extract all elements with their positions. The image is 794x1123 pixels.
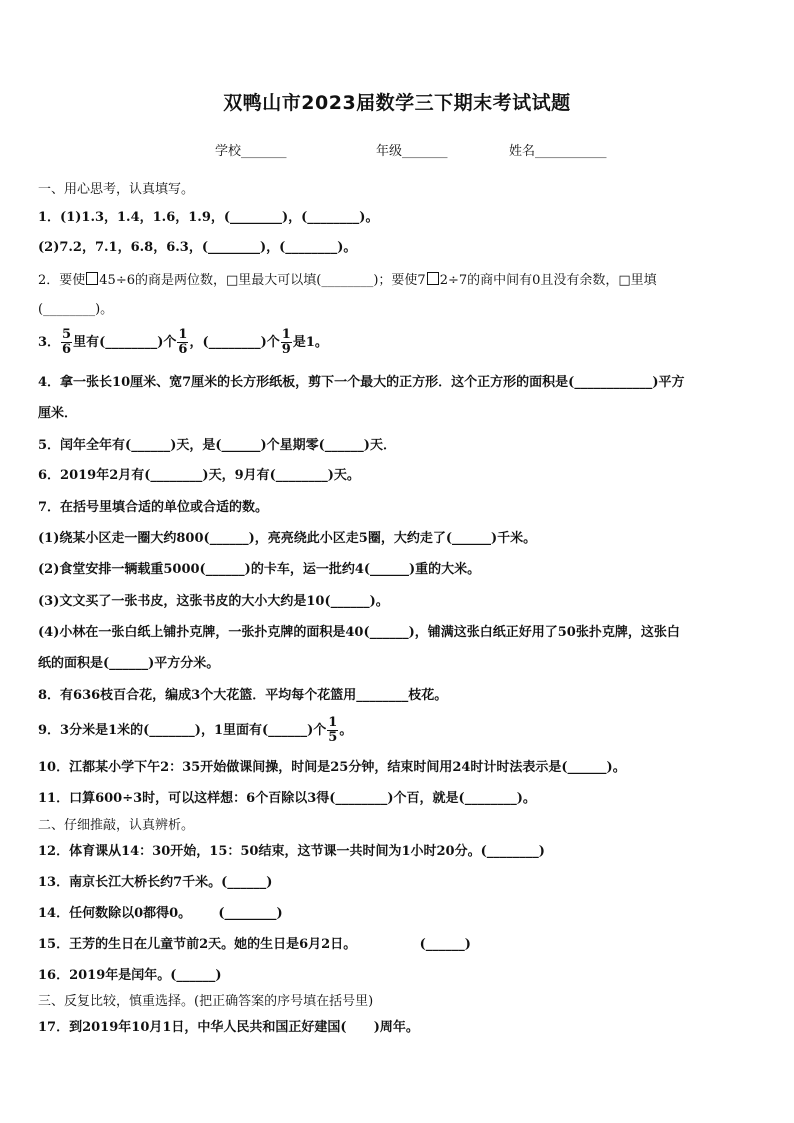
question-6: 6．2019年2月有(________)天，9月有(________)天。 (38, 468, 360, 483)
question-2a (38, 272, 657, 289)
fraction-denominator: 9 (281, 342, 291, 357)
grade-field: 年级_______ (376, 144, 448, 159)
question-1a: 1．(1)1.3，1.4，1.6，1.9，(________)，(________)。 (38, 210, 379, 225)
page-title: 双鸭山市2023届数学三下期末考试试题 (223, 92, 571, 114)
question-10: 10．江都某小学下午2：35开始做课间操，时间是25分钟，结束时间用24时计时法表示是(______)。 (38, 760, 626, 775)
section-heading-3: 三、反复比较，慎重选择。(把正确答案的序号填在括号里) (38, 994, 374, 1009)
school-field: 学校_______ (215, 144, 287, 159)
question-9-text: 9．3分米是1米的(_______)，1里面有(______)个 (38, 723, 327, 738)
fraction (327, 716, 338, 745)
question-16: 16．2019年是闰年。(______) (38, 968, 222, 983)
fraction (61, 328, 72, 357)
fraction-denominator: 6 (178, 342, 188, 357)
question-7-part-3: (3)文文买了一张书皮，这张书皮的大小大约是10(______)。 (38, 594, 389, 609)
question-1b: (2)7.2，7.1，6.8，6.3，(________)，(________)。 (38, 240, 357, 255)
fraction-denominator: 6 (62, 342, 72, 357)
question-9-end: 。 (339, 723, 353, 738)
question-7-part-2: (2)食堂安排一辆载重5000(______)的卡车，运一批约4(______)重的大米。 (38, 562, 481, 577)
question-4b: 厘米． (38, 406, 78, 421)
question-7-part-4a: (4)小林在一张白纸上铺扑克牌，一张扑克牌的面积是40(______)，铺满这张白纸正好用了50张扑克牌，这张白 (38, 625, 680, 640)
question-7: 7．在括号里填合适的单位或合适的数。 (38, 500, 269, 515)
question-14: 14．任何数除以0都得0。 (________) (38, 906, 283, 921)
section-heading-2: 二、仔细推敲，认真辨析。 (38, 818, 195, 833)
fraction (281, 328, 292, 357)
question-2-middle: 45÷6的商是两位数，□里最大可以填(________)；要使7 (99, 273, 426, 288)
question-3-text-1: 里有(________)个 (73, 335, 177, 350)
question-9 (38, 714, 352, 748)
question-4a: 4．拿一张长10厘米、宽7厘米的长方形纸板，剪下一个最大的正方形．这个正方形的面积是(____________)平方 (38, 375, 685, 390)
question-8: 8．有636枝百合花，编成3个大花篮．平均每个花篮用________枝花。 (38, 688, 448, 703)
fraction (177, 328, 188, 357)
question-2-suffix: 2÷7的商中间有0且没有余数，□里填 (439, 273, 657, 288)
question-3 (38, 326, 328, 360)
question-12: 12．体育课从14：30开始，15：50结束，这节课一共时间为1小时20分。(________) (38, 844, 545, 859)
name-field: 姓名___________ (509, 144, 607, 159)
section-heading-1: 一、用心思考，认真填写。 (38, 182, 195, 197)
question-3-text-2: ，(________)个 (189, 335, 280, 350)
fraction-numerator: 1 (178, 327, 188, 342)
question-13: 13．南京长江大桥长约7千米。(______) (38, 875, 273, 890)
question-5: 5．闰年全年有(______)天，是(______)个星期零(______)天． (38, 438, 396, 453)
question-15: 15．王芳的生日在儿童节前2天。她的生日是6月2日。 (______) (38, 937, 471, 952)
question-2-prefix: 2．要使 (38, 273, 86, 288)
blank-box (427, 272, 439, 285)
question-3-text-3: 是1。 (292, 335, 328, 350)
fraction-numerator: 1 (281, 327, 291, 342)
question-2b: (________)。 (38, 302, 114, 317)
blank-box (86, 272, 98, 285)
fraction-denominator: 5 (328, 730, 338, 745)
question-7-part-4b: 纸的面积是(______)平方分米。 (38, 656, 220, 671)
fraction-numerator: 1 (328, 715, 338, 730)
question-11: 11．口算600÷3时，可以这样想：6个百除以3得(________)个百，就是(________)。 (38, 791, 536, 806)
question-3-number: 3． (38, 335, 61, 350)
fraction-numerator: 5 (62, 327, 72, 342)
question-17: 17．到2019年10月1日，中华人民共和国正好建国( )周年。 (38, 1020, 419, 1035)
question-7-part-1: (1)绕某小区走一圈大约800(______)，亮亮绕此小区走5圈，大约走了(______)千米。 (38, 531, 537, 546)
